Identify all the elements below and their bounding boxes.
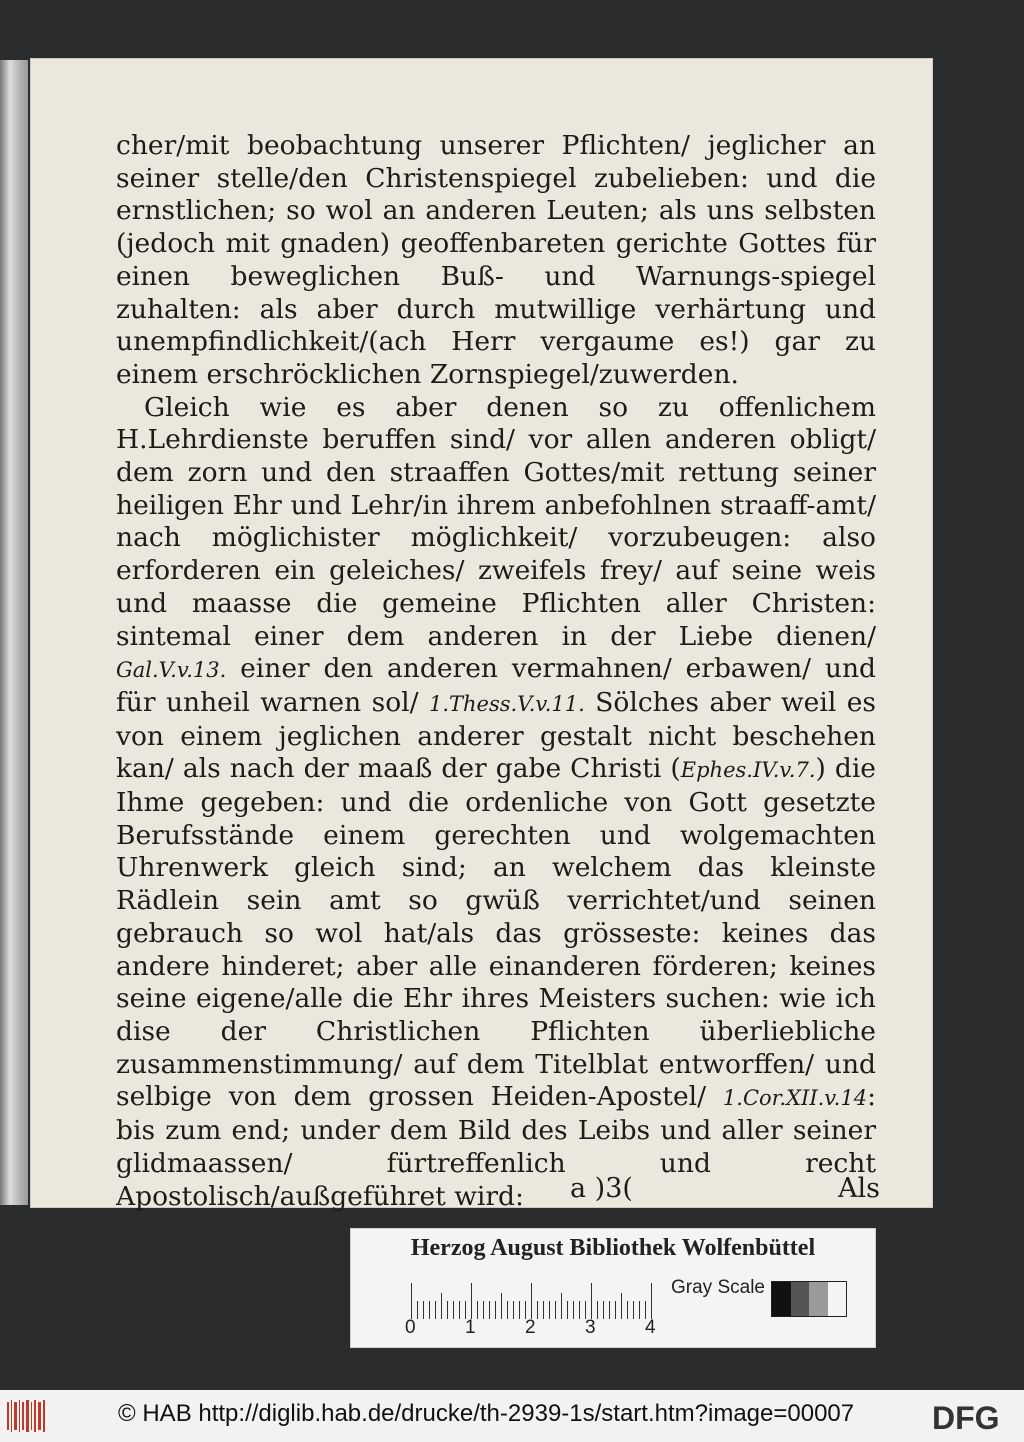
scripture-reference: Gal.V.v.13. xyxy=(116,658,227,683)
ruler-scale xyxy=(411,1279,661,1319)
ruler-tick xyxy=(471,1283,472,1319)
ruler-tick xyxy=(531,1283,532,1319)
ruler-tick xyxy=(591,1283,592,1319)
ruler-tick xyxy=(441,1293,442,1319)
gray-swatch xyxy=(828,1282,847,1316)
dfg-logo-text: DFG xyxy=(932,1400,1000,1434)
gray-swatch xyxy=(791,1282,810,1316)
library-name: Herzog August Bibliothek Wolfenbüttel xyxy=(410,1235,816,1261)
adjacent-page-edge xyxy=(0,60,28,1205)
viewer-footer xyxy=(0,1390,1024,1442)
ruler-number: 0 xyxy=(405,1317,416,1338)
text-run: ) die Ihme gegeben: und die ordenliche von Gott gesetzte Berufsstände einem gerechten und wolgemachten Uhrenwerk gleich sind; an welchem das kleinste Rädlein sein amt so gwüß verrichtet/und seinen gebrauch so wol hat/als das grösseste: keines das andere hinderet; aber alle einanderen förderen; keines seine eigene/alle die Ehr ihres Meisters suchen: wie ich dise der Christlichen Pflichten überliebliche zusammenstimmung/ auf dem Titelblat entworffen/ und selbige von dem grossen Heiden-Apostel/ xyxy=(116,753,876,1113)
ruler-tick xyxy=(651,1283,652,1319)
text-run: einer den anderen vermahnen/ erbawen/ und für unheil warnen sol/ xyxy=(116,653,876,718)
library-label-card xyxy=(350,1228,876,1348)
catchword: Als xyxy=(838,1173,880,1204)
page-text xyxy=(116,130,876,1213)
ruler-numbers xyxy=(405,1317,665,1341)
signature-mark: a )3( xyxy=(570,1173,633,1204)
ruler-tick xyxy=(411,1283,412,1319)
gray-swatch xyxy=(809,1282,828,1316)
gray-scale-bar xyxy=(771,1281,847,1317)
ruler-number: 1 xyxy=(465,1317,476,1338)
page-footer-line xyxy=(570,1173,880,1213)
ruler-tick xyxy=(621,1293,622,1319)
ruler-number: 4 xyxy=(645,1317,656,1338)
scripture-reference: 1.Cor.XII.v.14 xyxy=(722,1086,868,1111)
paragraph xyxy=(116,130,876,392)
gray-swatch xyxy=(772,1282,791,1316)
text-run: : bis zum end; under dem Bild des Leibs und aller seiner glidmaassen/ fürtreffenlich und recht Apostolisch/außgeführet wird: xyxy=(116,1081,876,1212)
ruler-number: 3 xyxy=(585,1317,596,1338)
ruler-tick xyxy=(561,1293,562,1319)
paragraph xyxy=(116,392,876,1214)
gray-scale-label: Gray Scale xyxy=(671,1277,765,1298)
text-run: Gleich wie es aber denen so zu offenlichem H.Lehrdienste beruffen sind/ vor allen anderen obligt/ dem zorn und den straaffen Gottes/mit rettung seiner heiligen Ehr und Lehr/in ihrem anbefohlnen straaff-amt/ nach möglichister möglichkeit/ vorzubeugen: also erforderen ein geleiches/ zweifels frey/ auf seine weis und maasse die gemeine Pflichten aller Christen: sintemal einer dem anderen in der Liebe dienen/ xyxy=(116,391,876,652)
ruler-number: 2 xyxy=(525,1317,536,1338)
scripture-reference: Ephes.IV.v.7. xyxy=(680,758,816,783)
dfg-logo-icon xyxy=(930,1400,1012,1434)
document-page xyxy=(30,58,933,1212)
barcode-icon xyxy=(6,1398,46,1434)
text-run: Sölches aber weil es von einem jeglichen anderer gestalt nicht beschehen kan/ als nach der maaß der gabe Christi ( xyxy=(116,686,876,785)
ruler-tick xyxy=(501,1293,502,1319)
text-run: cher/mit beobachtung unserer Pflichten/ jeglicher an seiner stelle/den Christenspiegel zubelieben: und die ernstlichen; so wol an anderen Leuten; als uns selbsten (jedoch mit gnaden) geoffenbareten gerichte Gottes für einen beweglichen Buß- und Warnungs-spiegel zuhalten: als aber durch mutwillige verhärtung und unempfindlichkeit/(ach Herr vergaume es!) gar zu einem erschröcklichen Zornspiegel/zuwerden. xyxy=(116,130,876,390)
scripture-reference: 1.Thess.V.v.11. xyxy=(428,691,585,716)
copyright-link[interactable]: © HAB http://diglib.hab.de/drucke/th-2939-1s/start.htm?image=00007 xyxy=(118,1400,855,1427)
